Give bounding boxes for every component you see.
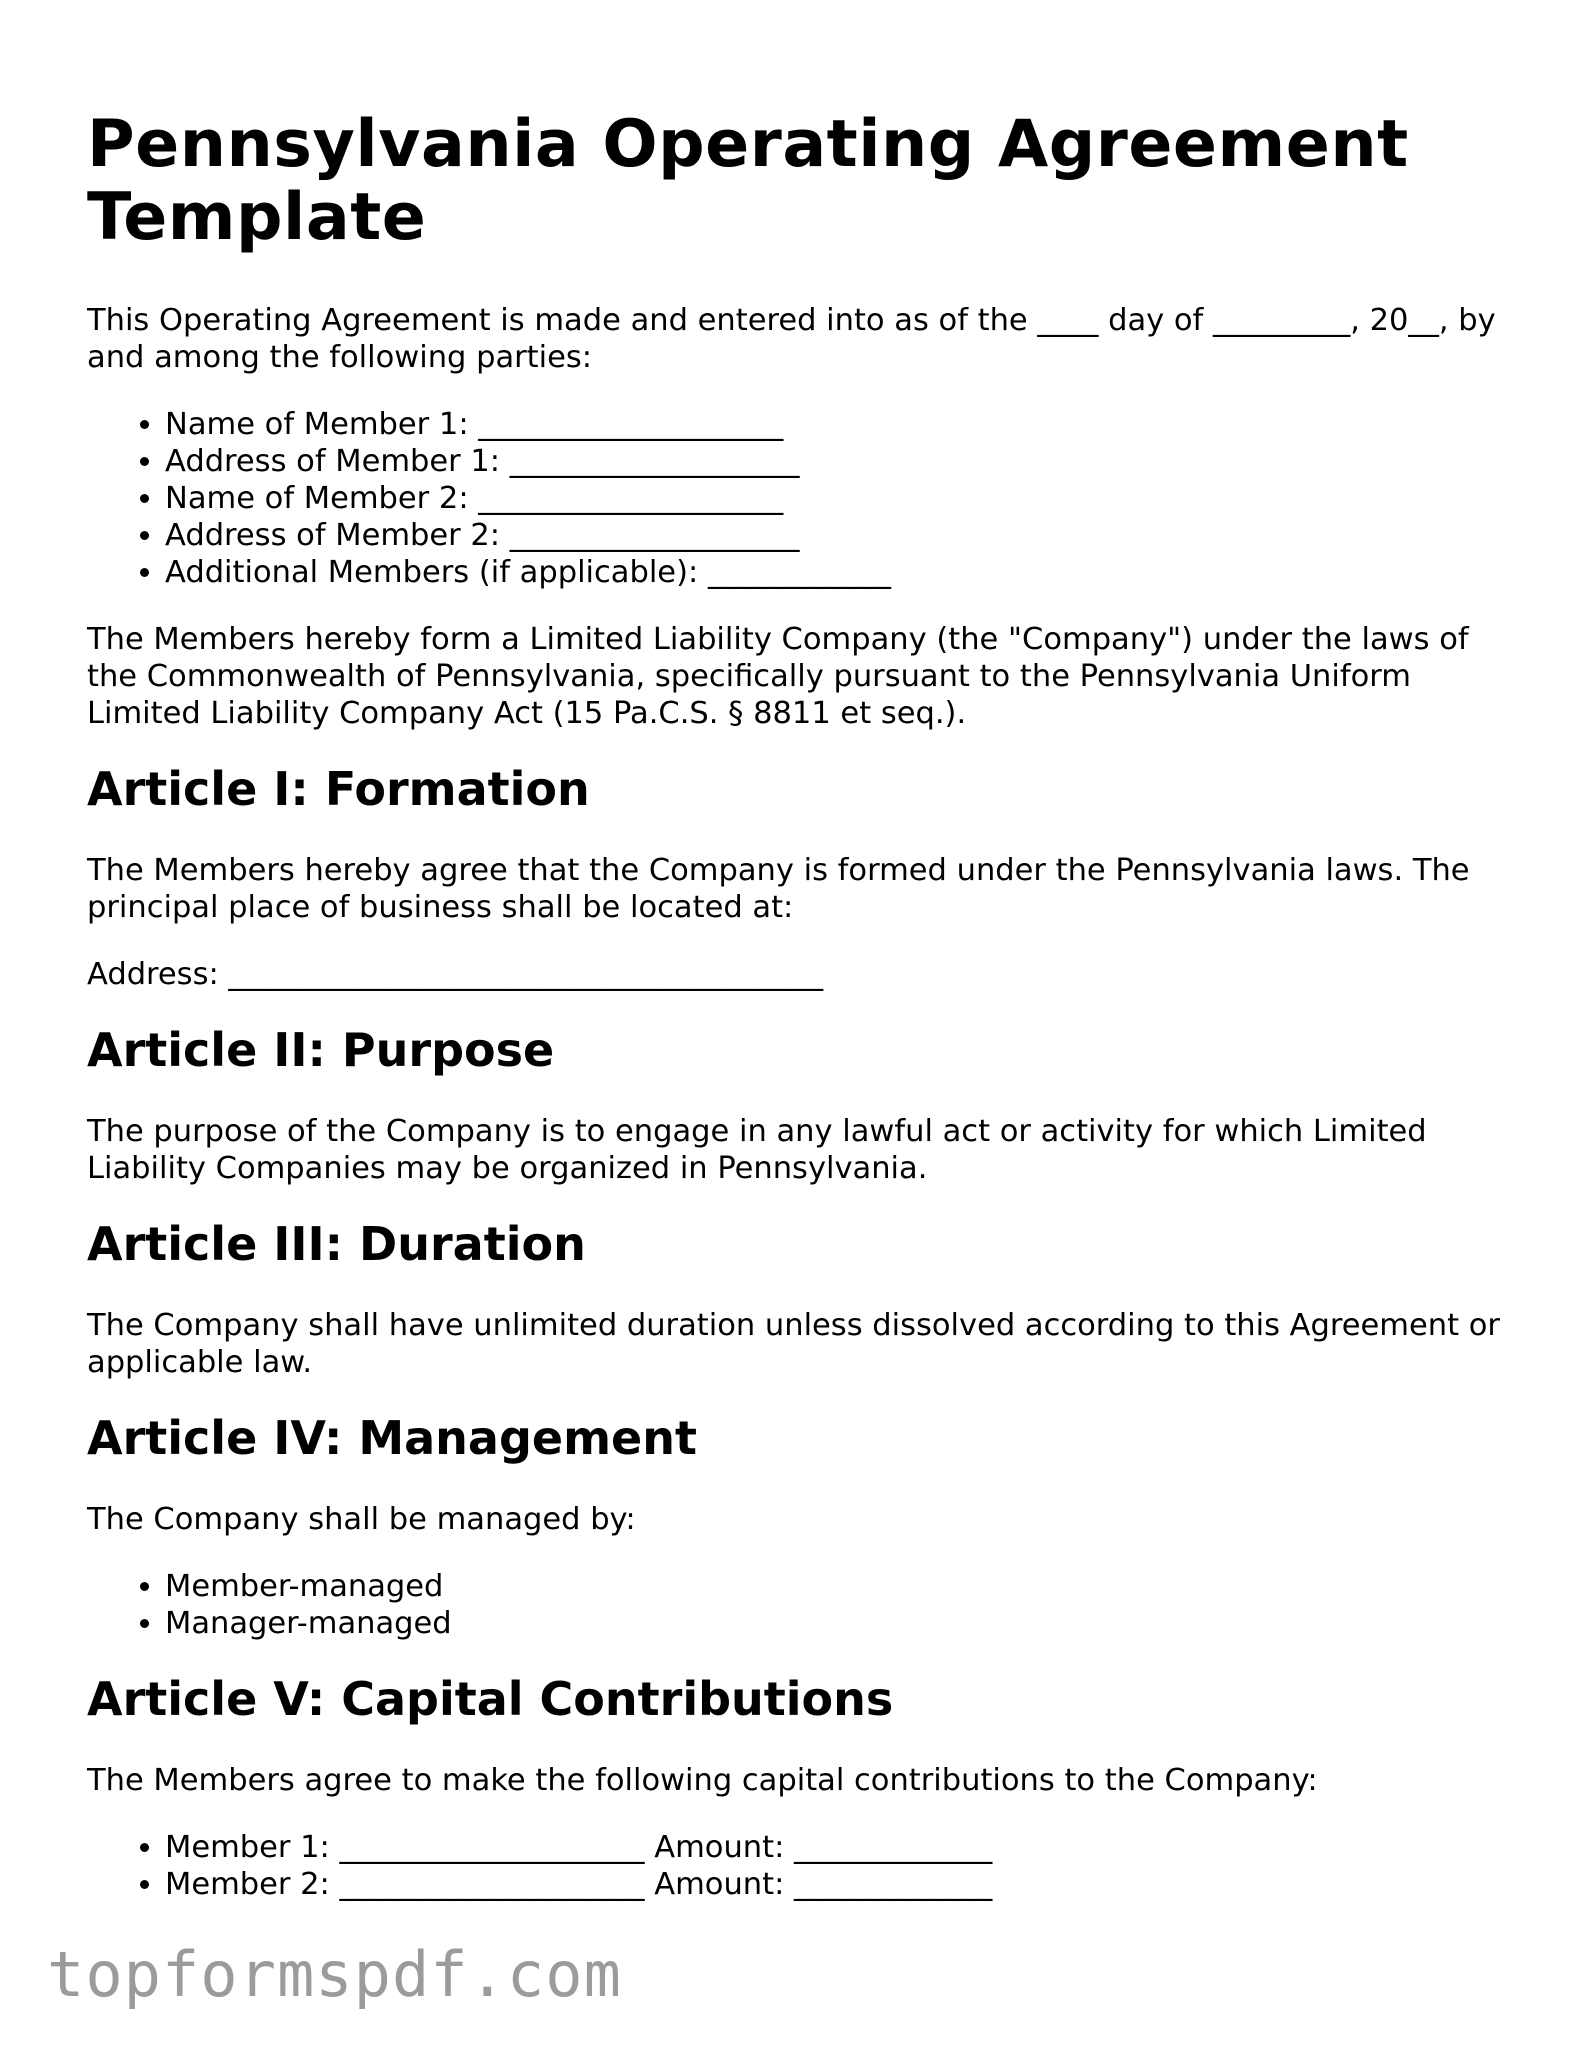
document-title: Pennsylvania Operating Agreement Template — [87, 107, 1409, 255]
intro-paragraph: This Operating Agreement is made and entered into as of the ____ day of _________, 20__, by and among the following parties: — [87, 303, 1496, 375]
management-option-member-managed: • Member-managed — [165, 1568, 1517, 1605]
parties-list — [87, 406, 1517, 591]
contribution-member-1: • Member 1: ____________________ Amount: _____________ — [165, 1829, 1517, 1866]
article-3-body: The Company shall have unlimited duration unless dissolved according to this Agreement or applicable law. — [87, 1308, 1500, 1380]
article-1-body: The Members hereby agree that the Company is formed under the Pennsylvania laws. The principal place of business shall be located at: — [87, 853, 1470, 925]
article-2-body: The purpose of the Company is to engage in any lawful act or activity for which Limited Liability Companies may be organized in Pennsylvania. — [87, 1114, 1427, 1186]
article-2-heading: Article II: Purpose — [87, 1023, 555, 1077]
party-additional-members: • Additional Members (if applicable): ____________ — [165, 554, 1517, 591]
party-name-member-2: • Name of Member 2: ____________________ — [165, 480, 1517, 517]
article-5-body: The Members agree to make the following capital contributions to the Company: — [87, 1763, 1318, 1798]
article-1-address-line: Address: _______________________________________ — [87, 957, 824, 992]
party-name-member-1: • Name of Member 1: ____________________ — [165, 406, 1517, 443]
management-options-list — [87, 1568, 1517, 1642]
article-5-heading: Article V: Capital Contributions — [87, 1672, 894, 1726]
watermark-text: topformspdf.com — [47, 1938, 622, 2011]
party-address-member-1: • Address of Member 1: ___________________ — [165, 443, 1517, 480]
article-4-heading: Article IV: Management — [87, 1411, 697, 1465]
article-1-heading: Article I: Formation — [87, 762, 590, 816]
contribution-member-2: • Member 2: ____________________ Amount: _____________ — [165, 1866, 1517, 1903]
document-page — [87, 108, 1517, 1933]
party-address-member-2: • Address of Member 2: ___________________ — [165, 517, 1517, 554]
management-option-manager-managed: • Manager-managed — [165, 1605, 1517, 1642]
formation-statement: The Members hereby form a Limited Liability Company (the "Company") under the laws of the Commonwealth of Pennsylvania, specifically pursuant to the Pennsylvania Uniform Limited Liability Company Act (15 Pa.C.S. § 8811 et seq.). — [87, 622, 1469, 731]
article-4-body: The Company shall be managed by: — [87, 1502, 636, 1537]
contributions-list — [87, 1829, 1517, 1903]
article-3-heading: Article III: Duration — [87, 1217, 586, 1271]
